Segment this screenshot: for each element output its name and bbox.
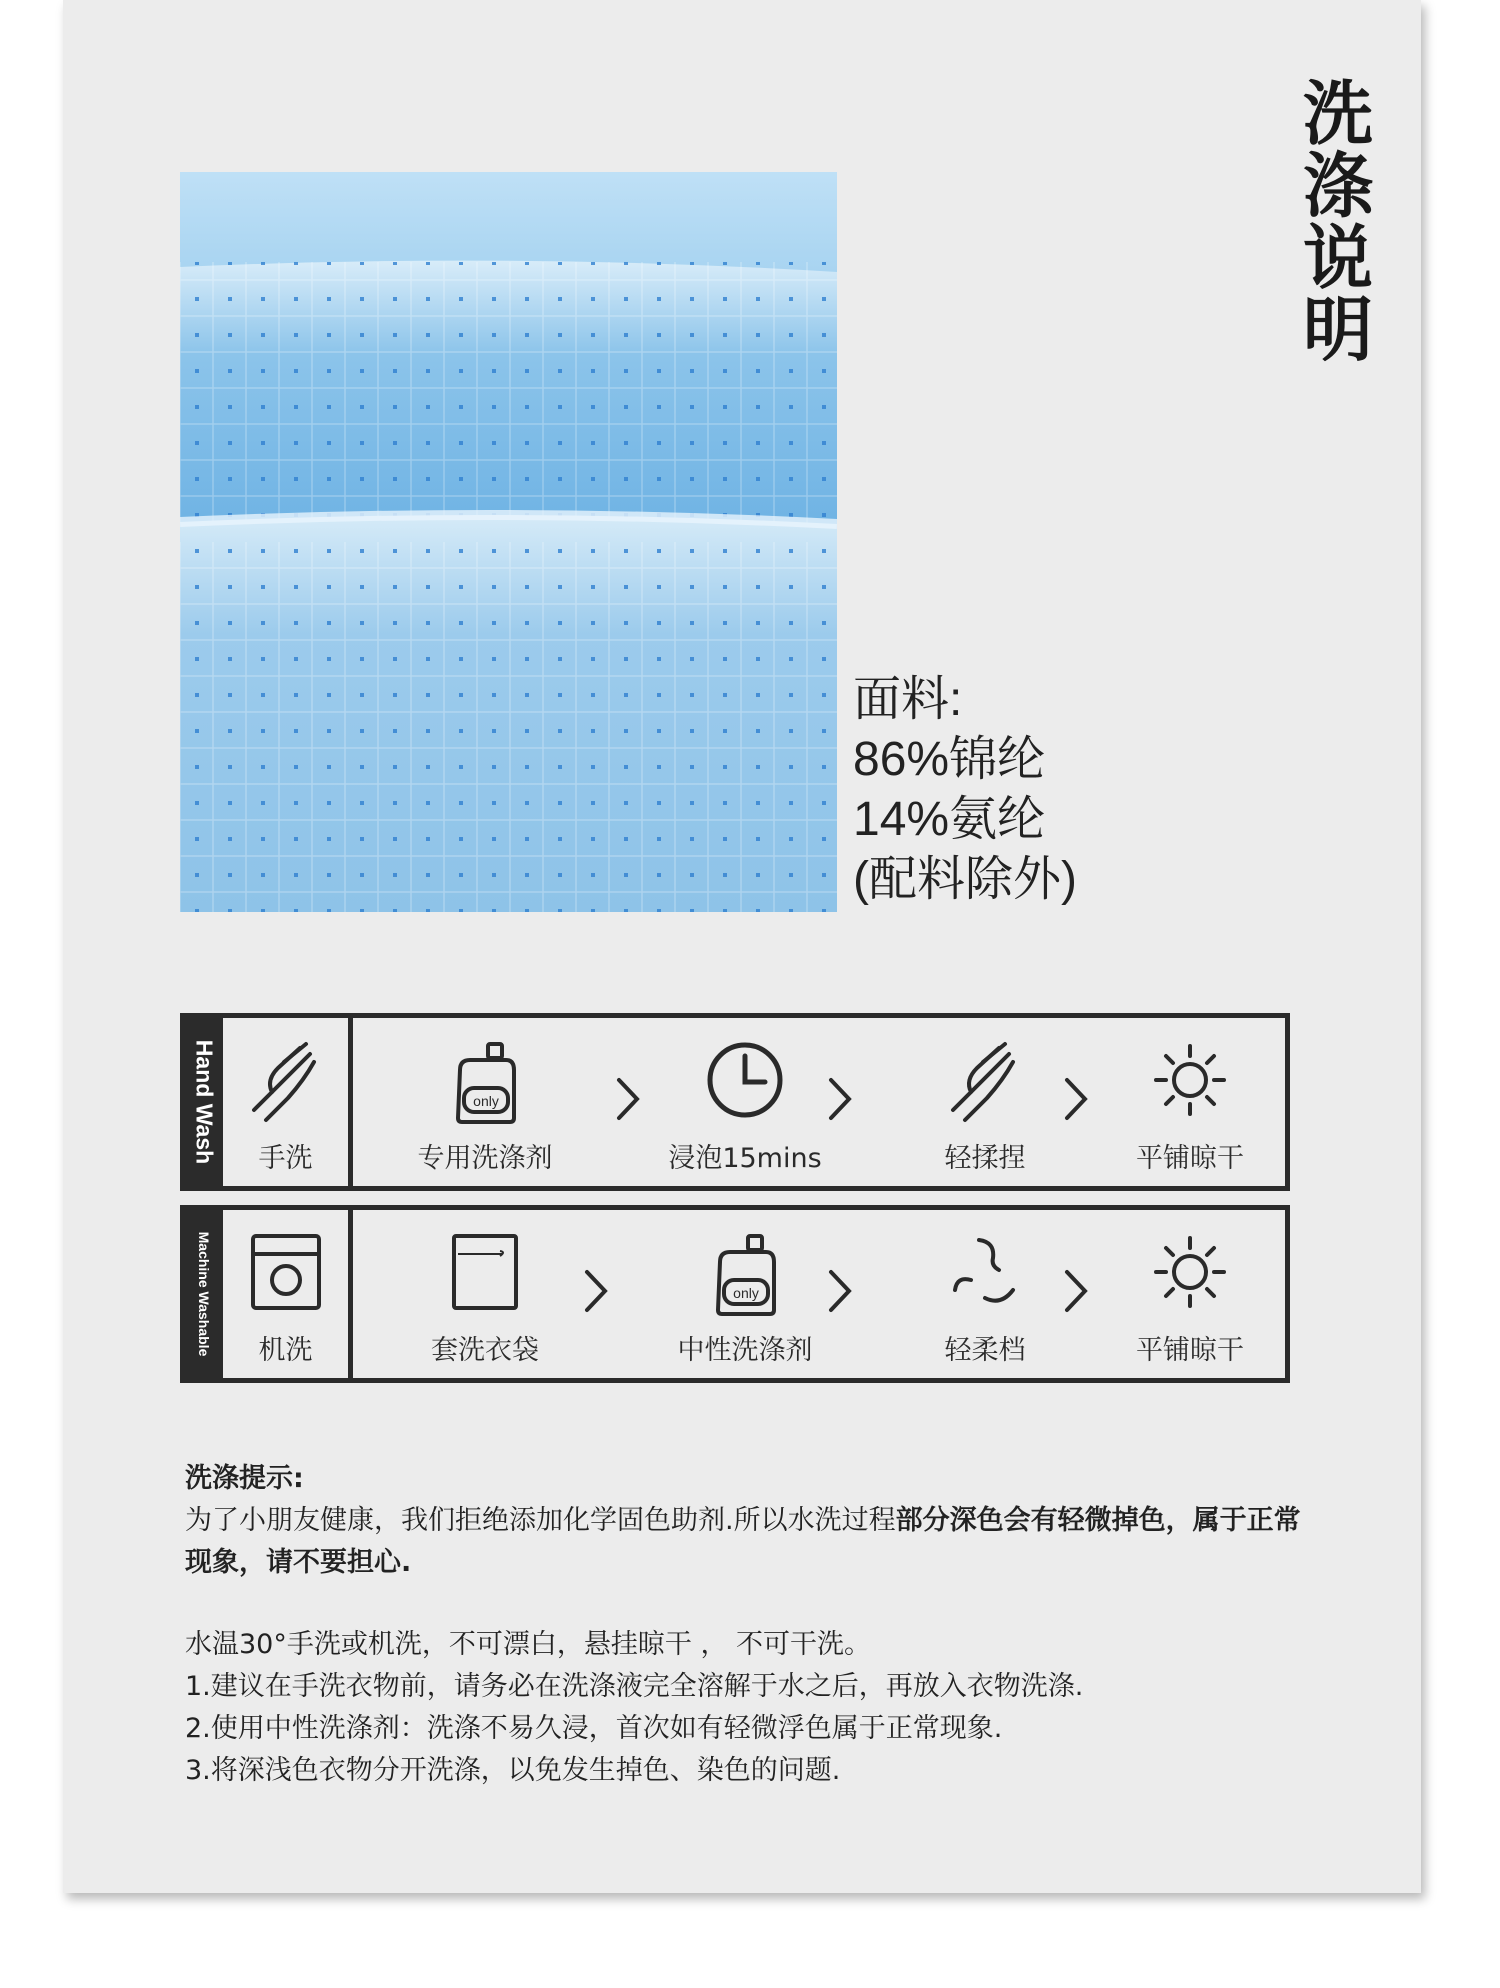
machine-step-gentle — [885, 1210, 1085, 1378]
wash-notes — [185, 1458, 1305, 1792]
hand-step-label: 浸泡15mins — [668, 1143, 822, 1174]
notes-line: 2.使用中性洗涤剂：洗涤不易久浸，首次如有轻微浮色属于正常现象. — [185, 1713, 1003, 1744]
hand-step-label: 专用洗涤剂 — [417, 1143, 553, 1174]
hand-wash-cell — [223, 1018, 353, 1186]
clock-icon — [705, 1040, 785, 1124]
chevron-right-icon — [827, 1076, 853, 1126]
machine-wash-label: 机洗 — [258, 1335, 313, 1366]
material-line: 14%氨纶 — [853, 793, 1046, 846]
material-label: 面料: — [853, 673, 963, 726]
bottle-label: only — [473, 1093, 499, 1109]
machine-step-label: 中性洗涤剂 — [677, 1335, 813, 1366]
notes-tip — [185, 1500, 1305, 1584]
hand-step-detergent — [385, 1018, 585, 1186]
material-line: 86%锦纶 — [853, 733, 1046, 786]
hand-wash-panel — [180, 1013, 1290, 1191]
notes-line: 3.将深浅色衣物分开洗涤，以免发生掉色、染色的问题. — [185, 1755, 841, 1786]
hand-wash-label: 手洗 — [258, 1143, 313, 1174]
machine-step-dry — [1095, 1210, 1285, 1378]
chevron-right-icon — [827, 1268, 853, 1318]
laundry-bag-icon — [450, 1232, 520, 1316]
machine-wash-side-tab — [185, 1210, 223, 1378]
hand-icon — [244, 1040, 328, 1128]
notes-line: 水温30°手洗或机洗，不可漂白，悬挂晾干 ， 不可干洗。 — [185, 1629, 872, 1660]
material-line: (配料除外) — [853, 853, 1077, 906]
material-composition — [853, 670, 1153, 910]
washing-machine-icon — [249, 1232, 323, 1316]
hand-wash-side-label: Hand Wash — [191, 1039, 218, 1165]
notes-tip-normal: 为了小朋友健康，我们拒绝添加化学固色助剂.所以水洗过程 — [185, 1505, 896, 1536]
machine-step-label: 套洗衣袋 — [431, 1335, 539, 1366]
machine-step-label: 平铺晾干 — [1136, 1335, 1244, 1366]
sun-icon — [1150, 1040, 1230, 1124]
hand-step-dry — [1095, 1018, 1285, 1186]
detergent-bottle-icon — [450, 1040, 520, 1130]
detergent-bottle-icon — [710, 1232, 780, 1322]
chevron-right-icon — [583, 1268, 609, 1318]
notes-line: 1.建议在手洗衣物前，请务必在洗涤液完全溶解于水之后，再放入衣物洗涤. — [185, 1671, 1084, 1702]
hand-step-label: 平铺晾干 — [1136, 1143, 1244, 1174]
gentle-cycle-icon — [945, 1232, 1025, 1316]
machine-wash-side-label: Machine Washable — [196, 1231, 212, 1357]
chevron-right-icon — [1063, 1076, 1089, 1126]
page-title: 洗涤说明 — [1303, 73, 1373, 371]
machine-wash-panel — [180, 1205, 1290, 1383]
sun-icon — [1150, 1232, 1230, 1316]
machine-step-bag — [395, 1210, 575, 1378]
machine-wash-cell — [223, 1210, 353, 1378]
fabric-photo — [180, 172, 837, 912]
bottle-label: only — [733, 1285, 759, 1301]
hand-step-label: 轻揉捏 — [944, 1143, 1026, 1174]
machine-step-label: 轻柔档 — [944, 1335, 1026, 1366]
hand-wash-side-tab — [185, 1018, 223, 1186]
hand-step-knead — [885, 1018, 1085, 1186]
hand-knead-icon — [943, 1040, 1027, 1128]
notes-tip-bold: 部分深色会有轻微掉色，属于正常现象，请不要担心. — [185, 1505, 1301, 1578]
notes-heading: 洗涤提示: — [185, 1463, 304, 1494]
chevron-right-icon — [1063, 1268, 1089, 1318]
